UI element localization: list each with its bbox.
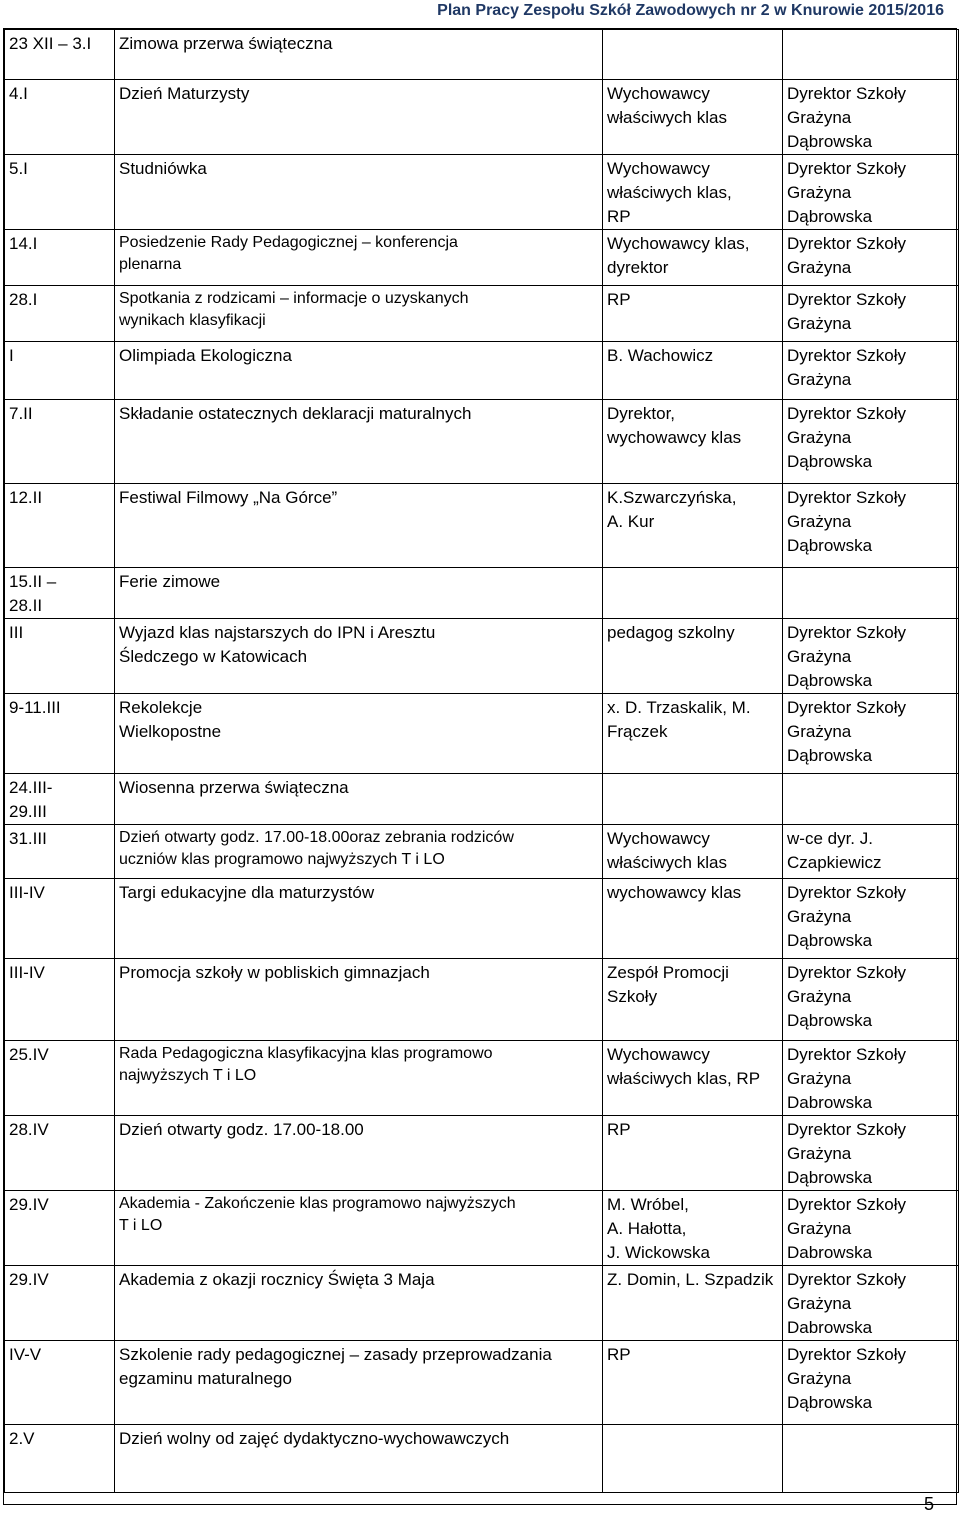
responsible-cell: Dyrektor Szkoły Grażyna xyxy=(783,286,959,342)
date-cell: 9-11.III xyxy=(5,694,115,774)
table-row xyxy=(5,400,959,484)
event-cell: Zimowa przerwa świąteczna xyxy=(115,30,603,80)
who-cell xyxy=(603,30,783,80)
event-cell: Dzień Maturzysty xyxy=(115,80,603,155)
table-row xyxy=(5,286,959,342)
schedule-rows xyxy=(5,30,959,1493)
responsible-cell xyxy=(783,568,959,619)
event-cell: Rada Pedagogiczna klasyfikacyjna klas programowo najwyższych T i LO xyxy=(115,1041,603,1116)
table-row xyxy=(5,619,959,694)
date-cell: I xyxy=(5,342,115,400)
date-cell: III xyxy=(5,619,115,694)
who-cell: M. Wróbel, A. Hałotta, J. Wickowska xyxy=(603,1191,783,1266)
event-cell: Akademia - Zakończenie klas programowo najwyższych T i LO xyxy=(115,1191,603,1266)
table-row xyxy=(5,1341,959,1425)
date-cell: 12.II xyxy=(5,484,115,568)
date-cell: 15.II – 28.II xyxy=(5,568,115,619)
who-cell: Wychowawcy właściwych klas, RP xyxy=(603,155,783,230)
event-cell: Targi edukacyjne dla maturzystów xyxy=(115,879,603,959)
responsible-cell: Dyrektor Szkoły Grażyna Dąbrowska xyxy=(783,1341,959,1425)
table-row xyxy=(5,484,959,568)
date-cell: 31.III xyxy=(5,825,115,879)
date-cell: 28.IV xyxy=(5,1116,115,1191)
event-cell: Promocja szkoły w pobliskich gimnazjach xyxy=(115,959,603,1041)
responsible-cell: Dyrektor Szkoły Grażyna xyxy=(783,230,959,286)
who-cell: wychowawcy klas xyxy=(603,879,783,959)
table-row xyxy=(5,1116,959,1191)
who-cell: Z. Domin, L. Szpadzik xyxy=(603,1266,783,1341)
date-cell: 5.I xyxy=(5,155,115,230)
responsible-cell: w-ce dyr. J. Czapkiewicz xyxy=(783,825,959,879)
event-cell: Ferie zimowe xyxy=(115,568,603,619)
who-cell: RP xyxy=(603,286,783,342)
event-cell: Spotkania z rodzicami – informacje o uzyskanych wynikach klasyfikacji xyxy=(115,286,603,342)
date-cell: 2.V xyxy=(5,1425,115,1493)
date-cell: 23 XII – 3.I xyxy=(5,30,115,80)
event-cell: Dzień otwarty godz. 17.00-18.00oraz zebrania rodziców uczniów klas programowo najwyższych T i LO xyxy=(115,825,603,879)
who-cell xyxy=(603,1425,783,1493)
event-cell: Rekolekcje Wielkopostne xyxy=(115,694,603,774)
responsible-cell: Dyrektor Szkoły Grażyna Dąbrowska xyxy=(783,959,959,1041)
table-row xyxy=(5,1266,959,1341)
event-cell: Olimpiada Ekologiczna xyxy=(115,342,603,400)
who-cell: K.Szwarczyńska, A. Kur xyxy=(603,484,783,568)
responsible-cell: Dyrektor Szkoły Grażyna Dąbrowska xyxy=(783,619,959,694)
document-header: Plan Pracy Zespołu Szkół Zawodowych nr 2 w Knurowie 2015/2016 xyxy=(437,2,944,19)
event-cell: Akademia z okazji rocznicy Święta 3 Maja xyxy=(115,1266,603,1341)
page-number: 5 xyxy=(923,1494,934,1514)
responsible-cell xyxy=(783,30,959,80)
schedule-table-wrap xyxy=(3,28,957,1505)
who-cell: Wychowawcy klas, dyrektor xyxy=(603,230,783,286)
who-cell: Wychowawcy właściwych klas xyxy=(603,825,783,879)
responsible-cell: Dyrektor Szkoły Grażyna Dabrowska xyxy=(783,1266,959,1341)
who-cell: Zespół Promocji Szkoły xyxy=(603,959,783,1041)
table-row xyxy=(5,155,959,230)
responsible-cell: Dyrektor Szkoły Grażyna Dąbrowska xyxy=(783,694,959,774)
event-cell: Posiedzenie Rady Pedagogicznej – konferencja plenarna xyxy=(115,230,603,286)
table-row xyxy=(5,694,959,774)
date-cell: 4.I xyxy=(5,80,115,155)
table-row xyxy=(5,959,959,1041)
date-cell: 7.II xyxy=(5,400,115,484)
event-cell: Studniówka xyxy=(115,155,603,230)
event-cell: Dzień wolny od zajęć dydaktyczno-wychowawczych xyxy=(115,1425,603,1493)
responsible-cell xyxy=(783,1425,959,1493)
table-row xyxy=(5,1425,959,1493)
who-cell: RP xyxy=(603,1341,783,1425)
responsible-cell: Dyrektor Szkoły Grażyna Dąbrowska xyxy=(783,80,959,155)
schedule-table xyxy=(4,29,959,1493)
event-cell: Wyjazd klas najstarszych do IPN i Aresztu Śledczego w Katowicach xyxy=(115,619,603,694)
responsible-cell: Dyrektor Szkoły Grażyna Dąbrowska xyxy=(783,400,959,484)
responsible-cell: Dyrektor Szkoły Grażyna xyxy=(783,342,959,400)
table-row xyxy=(5,230,959,286)
event-cell: Dzień otwarty godz. 17.00-18.00 xyxy=(115,1116,603,1191)
date-cell: III-IV xyxy=(5,959,115,1041)
event-cell: Wiosenna przerwa świąteczna xyxy=(115,774,603,825)
table-row xyxy=(5,879,959,959)
date-cell: 29.IV xyxy=(5,1191,115,1266)
event-cell: Festiwal Filmowy „Na Górce” xyxy=(115,484,603,568)
responsible-cell: Dyrektor Szkoły Grażyna Dąbrowska xyxy=(783,484,959,568)
who-cell: B. Wachowicz xyxy=(603,342,783,400)
date-cell: 28.I xyxy=(5,286,115,342)
who-cell xyxy=(603,774,783,825)
table-row xyxy=(5,1041,959,1116)
table-row xyxy=(5,774,959,825)
table-row xyxy=(5,80,959,155)
table-row xyxy=(5,30,959,80)
table-row xyxy=(5,825,959,879)
who-cell: x. D. Trzaskalik, M. Frączek xyxy=(603,694,783,774)
responsible-cell: Dyrektor Szkoły Grażyna Dabrowska xyxy=(783,1191,959,1266)
date-cell: III-IV xyxy=(5,879,115,959)
event-cell: Szkolenie rady pedagogicznej – zasady przeprowadzania egzaminu maturalnego xyxy=(115,1341,603,1425)
date-cell: 29.IV xyxy=(5,1266,115,1341)
who-cell xyxy=(603,568,783,619)
responsible-cell xyxy=(783,774,959,825)
date-cell: IV-V xyxy=(5,1341,115,1425)
who-cell: Wychowawcy właściwych klas, RP xyxy=(603,1041,783,1116)
table-row xyxy=(5,342,959,400)
responsible-cell: Dyrektor Szkoły Grażyna Dąbrowska xyxy=(783,879,959,959)
who-cell: RP xyxy=(603,1116,783,1191)
responsible-cell: Dyrektor Szkoły Grażyna Dąbrowska xyxy=(783,155,959,230)
responsible-cell: Dyrektor Szkoły Grażyna Dąbrowska xyxy=(783,1116,959,1191)
date-cell: 24.III- 29.III xyxy=(5,774,115,825)
who-cell: Dyrektor, wychowawcy klas xyxy=(603,400,783,484)
responsible-cell: Dyrektor Szkoły Grażyna Dabrowska xyxy=(783,1041,959,1116)
date-cell: 25.IV xyxy=(5,1041,115,1116)
table-row xyxy=(5,1191,959,1266)
who-cell: Wychowawcy właściwych klas xyxy=(603,80,783,155)
event-cell: Składanie ostatecznych deklaracji maturalnych xyxy=(115,400,603,484)
date-cell: 14.I xyxy=(5,230,115,286)
who-cell: pedagog szkolny xyxy=(603,619,783,694)
table-row xyxy=(5,568,959,619)
